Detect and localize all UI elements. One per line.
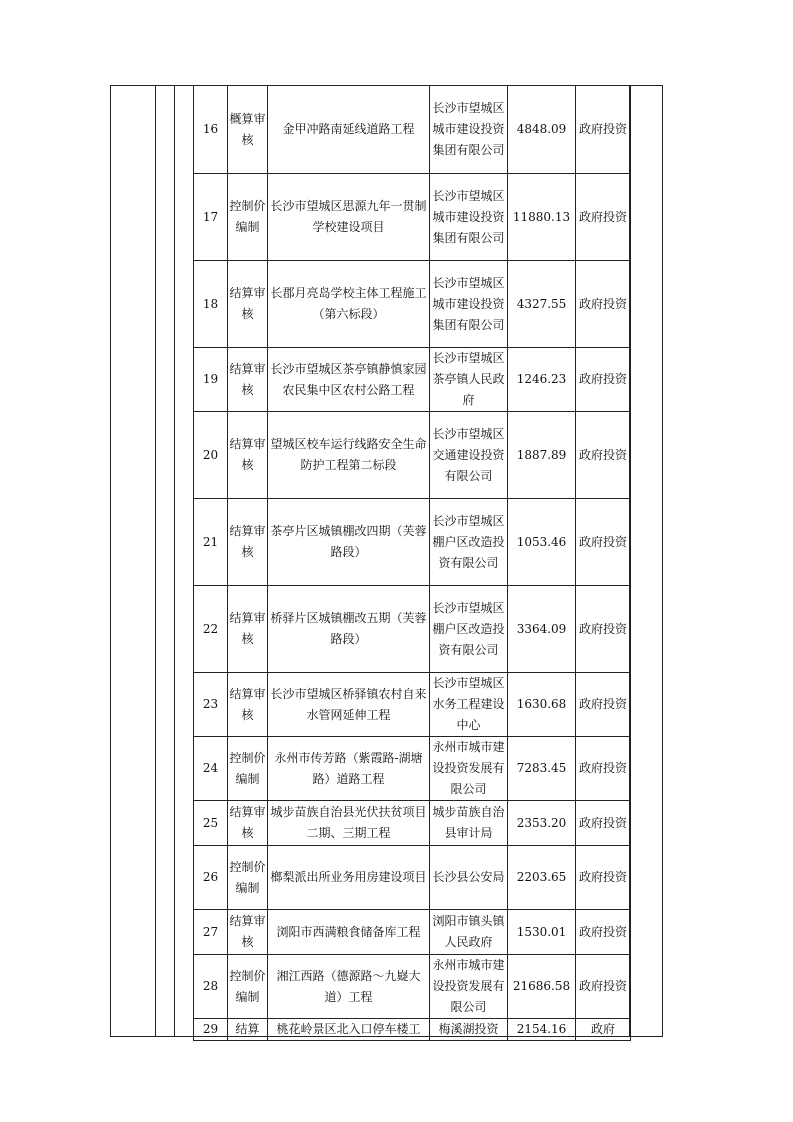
table-row [194,1019,631,1041]
right-border [662,85,663,1037]
row-number-cell: 23 [194,673,228,737]
row-number-cell: 24 [194,737,228,801]
amount-cell: 7283.45 [508,737,576,801]
row-number-cell: 22 [194,586,228,673]
empty-column-divider [174,85,175,1037]
review-type-cell: 结算审核 [228,412,268,499]
review-type-cell: 结算 [228,1019,268,1041]
entrusting-unit-cell: 长沙市望城区茶亭镇人民政府 [430,348,508,412]
thick-divider [629,85,631,1037]
table-row [194,846,631,910]
amount-cell: 1530.01 [508,910,576,955]
review-type-cell: 控制价编制 [228,955,268,1019]
table-row [194,955,631,1019]
entrusting-unit-cell: 长沙县公安局 [430,846,508,910]
funding-source-cell: 政府投资 [576,846,631,910]
project-name-cell: 城步苗族自治县光伏扶贫项目二期、三期工程 [268,801,430,846]
entrusting-unit-cell: 长沙市望城区城市建设投资集团有限公司 [430,261,508,348]
funding-source-cell: 政府投资 [576,586,631,673]
project-name-cell: 榔梨派出所业务用房建设项目 [268,846,430,910]
entrusting-unit-cell: 浏阳市镇头镇人民政府 [430,910,508,955]
review-type-cell: 控制价编制 [228,846,268,910]
amount-cell: 2154.16 [508,1019,576,1041]
review-type-cell: 结算审核 [228,499,268,586]
project-table [193,85,631,1041]
entrusting-unit-cell: 永州市城市建设投资发展有限公司 [430,737,508,801]
row-number-cell: 26 [194,846,228,910]
table-row [194,261,631,348]
project-name-cell: 长沙市望城区思源九年一贯制学校建设项目 [268,174,430,261]
funding-source-cell: 政府投资 [576,412,631,499]
review-type-cell: 控制价编制 [228,174,268,261]
table-row [194,910,631,955]
entrusting-unit-cell: 长沙市望城区水务工程建设中心 [430,673,508,737]
funding-source-cell: 政府投资 [576,261,631,348]
project-name-cell: 长沙市望城区茶亭镇静慎家园农民集中区农村公路工程 [268,348,430,412]
project-name-cell: 望城区校车运行线路安全生命防护工程第二标段 [268,412,430,499]
entrusting-unit-cell: 长沙市望城区城市建设投资集团有限公司 [430,174,508,261]
table-body [194,86,631,1041]
project-name-cell: 浏阳市西满粮食储备库工程 [268,910,430,955]
table-row [194,412,631,499]
amount-cell: 11880.13 [508,174,576,261]
row-number-cell: 18 [194,261,228,348]
funding-source-cell: 政府投资 [576,86,631,174]
row-number-cell: 28 [194,955,228,1019]
row-number-cell: 16 [194,86,228,174]
amount-cell: 2203.65 [508,846,576,910]
review-type-cell: 控制价编制 [228,737,268,801]
table-row [194,348,631,412]
review-type-cell: 结算审核 [228,348,268,412]
project-name-cell: 金甲冲路南延线道路工程 [268,86,430,174]
project-name-cell: 长沙市望城区桥驿镇农村自来水管网延伸工程 [268,673,430,737]
project-name-cell: 永州市传芳路（紫霞路-湖塘路）道路工程 [268,737,430,801]
project-name-cell: 桥驿片区城镇棚改五期（芙蓉路段） [268,586,430,673]
review-type-cell: 概算审核 [228,86,268,174]
funding-source-cell: 政府投资 [576,801,631,846]
funding-source-cell: 政府投资 [576,737,631,801]
entrusting-unit-cell: 长沙市望城区交通建设投资有限公司 [430,412,508,499]
review-type-cell: 结算审核 [228,801,268,846]
amount-cell: 4848.09 [508,86,576,174]
table-row [194,586,631,673]
empty-column-divider [155,85,156,1037]
table-row [194,801,631,846]
funding-source-cell: 政府 [576,1019,631,1041]
table-row [194,86,631,174]
left-border [110,85,111,1037]
row-number-cell: 19 [194,348,228,412]
entrusting-unit-cell: 长沙市望城区棚户区改造投资有限公司 [430,499,508,586]
row-number-cell: 27 [194,910,228,955]
entrusting-unit-cell: 永州市城市建设投资发展有限公司 [430,955,508,1019]
review-type-cell: 结算审核 [228,261,268,348]
project-name-cell: 茶亭片区城镇棚改四期（芙蓉路段） [268,499,430,586]
funding-source-cell: 政府投资 [576,673,631,737]
project-name-cell: 湘江西路（德源路～九嶷大道）工程 [268,955,430,1019]
funding-source-cell: 政府投资 [576,499,631,586]
project-name-cell: 长郡月亮岛学校主体工程施工（第六标段） [268,261,430,348]
funding-source-cell: 政府投资 [576,955,631,1019]
amount-cell: 1630.68 [508,673,576,737]
row-number-cell: 29 [194,1019,228,1041]
amount-cell: 3364.09 [508,586,576,673]
table-row [194,174,631,261]
entrusting-unit-cell: 梅溪湖投资 [430,1019,508,1041]
row-number-cell: 17 [194,174,228,261]
amount-cell: 4327.55 [508,261,576,348]
entrusting-unit-cell: 城步苗族自治县审计局 [430,801,508,846]
entrusting-unit-cell: 长沙市望城区城市建设投资集团有限公司 [430,86,508,174]
table-row [194,737,631,801]
row-number-cell: 20 [194,412,228,499]
funding-source-cell: 政府投资 [576,174,631,261]
funding-source-cell: 政府投资 [576,910,631,955]
row-number-cell: 21 [194,499,228,586]
review-type-cell: 结算审核 [228,673,268,737]
amount-cell: 1246.23 [508,348,576,412]
amount-cell: 1053.46 [508,499,576,586]
amount-cell: 21686.58 [508,955,576,1019]
review-type-cell: 结算审核 [228,586,268,673]
review-type-cell: 结算审核 [228,910,268,955]
amount-cell: 2353.20 [508,801,576,846]
entrusting-unit-cell: 长沙市望城区棚户区改造投资有限公司 [430,586,508,673]
amount-cell: 1887.89 [508,412,576,499]
table-row [194,673,631,737]
funding-source-cell: 政府投资 [576,348,631,412]
row-number-cell: 25 [194,801,228,846]
table-row [194,499,631,586]
project-name-cell: 桃花岭景区北入口停车楼工 [268,1019,430,1041]
